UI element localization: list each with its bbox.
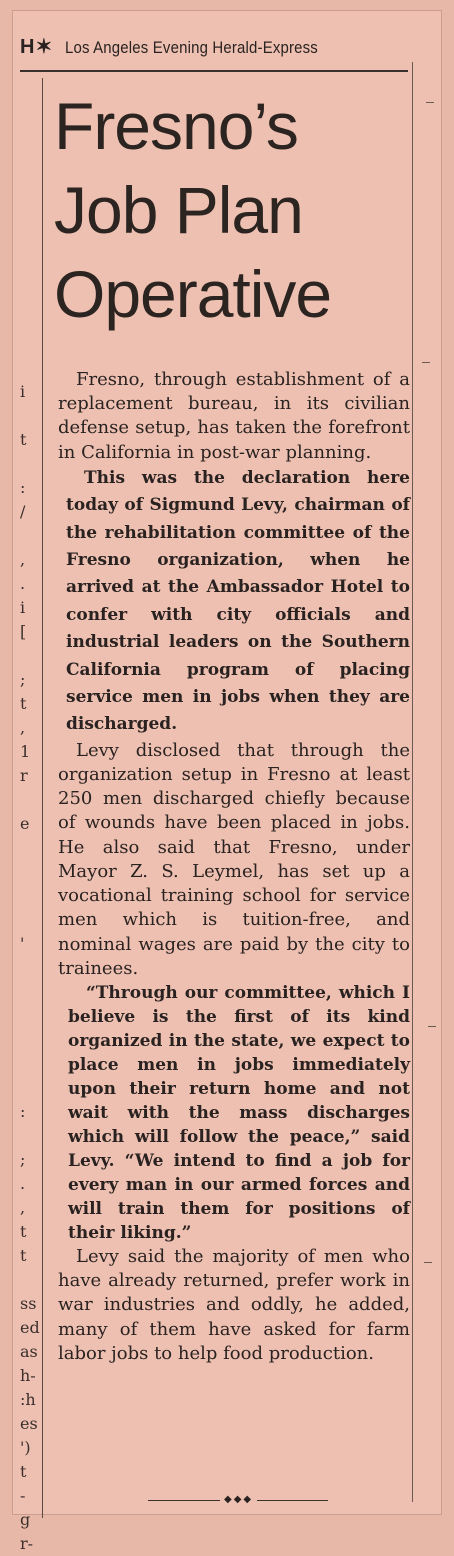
margin-mark	[426, 102, 434, 103]
headline-line-2: Job Plan	[54, 173, 303, 247]
masthead-rule	[20, 70, 408, 72]
paragraph-5: Levy said the majority of men who have already returned, prefer work in war industries and oddly, he added, many of them have asked for farm labor jobs to help food production.	[58, 1245, 410, 1364]
paragraph-4: “Through our committee, which I believe is the first of its kind organized in the state, we expect to place men in jobs immediately upon their return home and not wait with the mass discharges which will follow the peace,” said Levy. “We intend to find a job for every man in our armed forces and will train them for positions of their liking.”	[68, 982, 410, 1243]
paragraph-1: Fresno, through establishment of a replacement bureau, in its civilian defense setup, has taken the forefront in California in post-war planning.	[58, 369, 410, 463]
newspaper-name: Los Angeles Evening Herald-Express	[65, 38, 319, 57]
headline-line-1: Fresno’s	[54, 89, 298, 163]
headline	[54, 84, 404, 336]
headline-line-3: Operative	[54, 257, 332, 331]
article-body	[58, 368, 410, 1366]
paragraph-2: This was the declaration here today of Sigmund Levy, chairman of the rehabilitation committee of the Fresno organization, when he arrived at the Ambassador Hotel to confer with city officials and industrial leaders on the Southern California program of placing service men in jobs when they are discharged.	[66, 467, 410, 735]
end-ornament: ◆◆◆	[220, 1494, 257, 1505]
margin-mark	[422, 362, 430, 363]
right-margin-marks	[420, 62, 444, 1502]
paragraph-3: Levy disclosed that through the organization setup in Fresno at least 250 men discharged chiefly because of wounds have been placed in jobs. He also said that Fresno, under Mayor Z. S. Leymel, has set up a vocational training school for service men which is tuition-free, and nominal wages are paid by the city to trainees.	[58, 739, 410, 979]
masthead	[20, 34, 405, 60]
margin-mark	[424, 1262, 432, 1263]
column-rule-right	[412, 62, 413, 1502]
column-rule-left	[42, 78, 43, 1518]
adjacent-column-fragments: i t : / , . i [ ; t , 1 r e ' : ; . , t t ss ed as h- :h es ') t - g r-	[20, 382, 40, 1553]
edition-mark: H✶	[20, 36, 54, 58]
margin-mark	[428, 1026, 436, 1027]
